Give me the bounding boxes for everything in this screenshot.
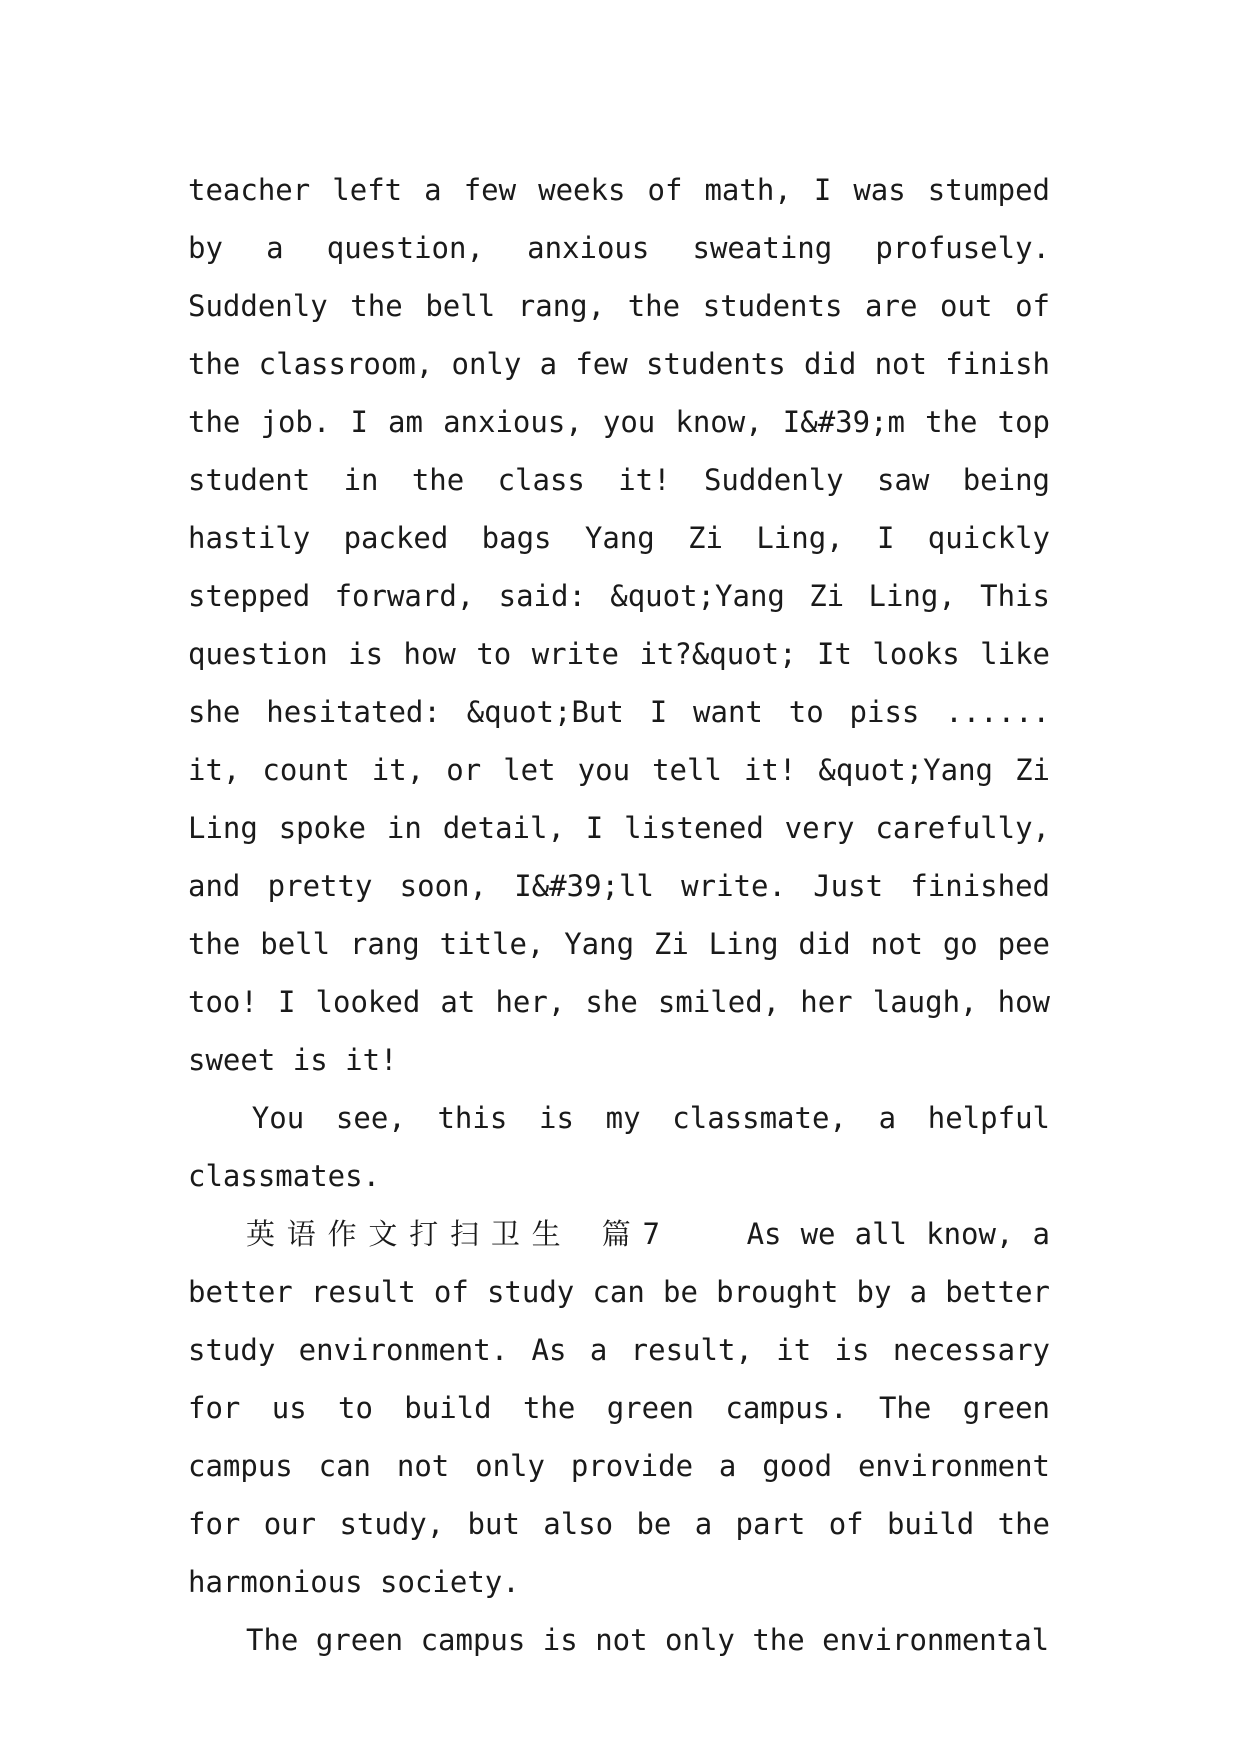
paragraph-green-campus [188,1205,1050,1611]
paragraph-green-campus-continued: The green campus is not only the environmental [246,1623,1050,1657]
document-body [188,161,1050,1669]
paragraph-story: teacher left a few weeks of math, I was stumped by a question, anxious sweating profusely. Suddenly the bell rang, the students are out of the classroom, only a few students did not finish the job. I am anxious, you know, I&#39;m the top student in the class it! Suddenly saw being hastily packed bags Yang Zi Ling, I quickly stepped forward, said: &quot;Yang Zi Ling, This question is how to write it?&quot; It looks like she hesitated: &quot;But I want to piss ...... it, count it, or let you tell it! &quot;Yang Zi Ling spoke in detail, I listened very carefully, and pretty soon, I&#39;ll write. Just finished the bell rang title, Yang Zi Ling did not go pee too! I looked at her, she smiled, her laugh, how sweet is it! [188,173,1050,1077]
paragraph-green-campus-text: As we all know, a better result of study can be brought by a better study environment. As a result, it is necessary for us to build the green campus. The green campus can not only provide a good environment for our study, but also be a part of build the harmonious society. [188,1217,1050,1599]
section-heading: 英语作文打扫卫生 篇7 [246,1217,671,1251]
paragraph-classmate: You see, this is my classmate, a helpful classmates. [188,1101,1050,1193]
